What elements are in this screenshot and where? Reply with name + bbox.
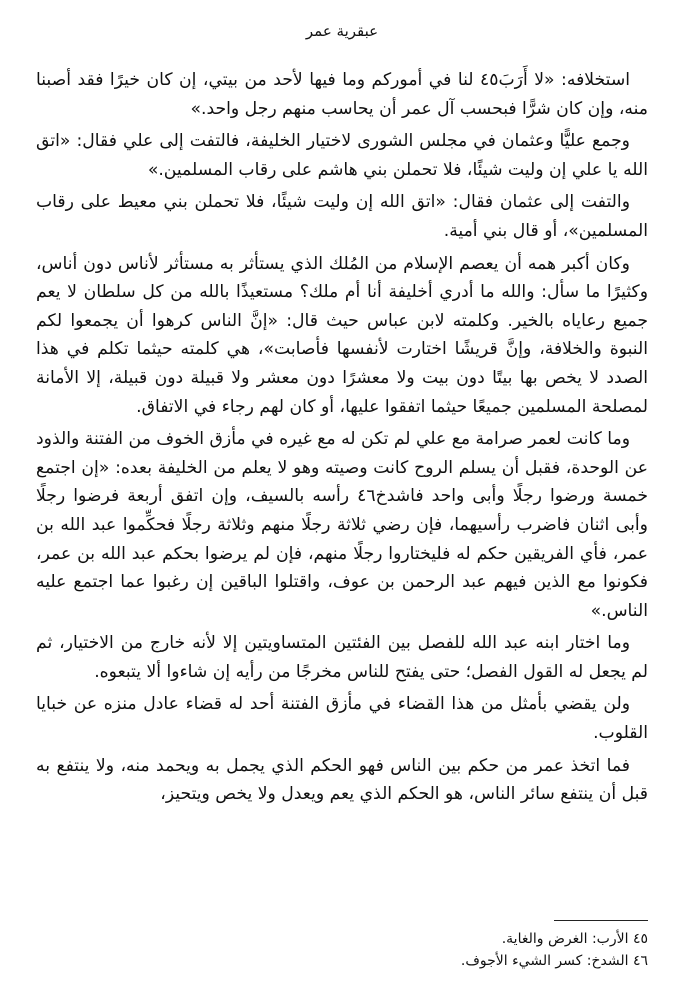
paragraph: فما اتخذ عمر من حكم بين الناس فهو الحكم الذي يجمل به ويحمد منه، ولا ينتفع به قبل أن ينتفع سائر الناس، هو الحكم الذي يعم ويعدل ولا يخص ويتحيز، xyxy=(36,755,648,805)
paragraph: وكان أكبر همه أن يعصم الإسلام من المُلك الذي يستأثر به مستأثر لأناس دون أناس، وكثيرًا ما سأل: والله ما أدري أخليفة أنا أم ملك؟ مستعيذًا بالله من كل سلطان لا يعم جميع رعاياه بالخير. وكلمته لابن عباس حيث قال: «إنَّ الناس كرهوا أن يجمعوا لكم النبوة والخلافة، وإنَّ قريشًا اختارت لأنفسها فأصابت»، هي كلمته حيثما تكلم في هذا الصدد لا يخص بها بيتًا دون بيت ولا معشرًا دون معشر ولا قبيلة دون قبيلة، إلا الأمانة لمصلحة المسلمين جميعًا حيثما اتفقوا عليها، أو كان لهم رجاء في الاتفاق. xyxy=(36,253,648,417)
footnote: ٤٥ الأرب: الغرض والغاية. xyxy=(501,931,648,947)
footnote-divider xyxy=(554,920,648,921)
paragraph: وما كانت لعمر صرامة مع علي لم تكن له مع غيره في مأزق الخوف من الفتنة والذود عن الوحدة، فقبل أن يسلم الروح كانت وصيته وهو لا يعلم من الخليفة بعده: «إن اجتمع خمسة ورضوا رجلًا وأبى واحد فاشدخ٤٦ رأسه بالسيف، وإن اتفق أربعة فرضوا رجلًا وأبى اثنان فاضرب رأسيهما، فإن رضي ثلاثة رجلًا منهم وثلاثة رجلًا فحكِّموا عبد الله بن عمر، فأي الفريقين حكم له فليختاروا رجلًا منهم، فإن لم يرضوا بحكم عبد الله بن عمر، فكونوا مع الذين فيهم عبد الرحمن بن عوف، واقتلوا الباقين إن رغبوا عما اجتمع عليه الناس.» xyxy=(36,429,648,621)
running-header: عبقرية عمر xyxy=(305,22,379,40)
footnotes xyxy=(36,928,648,972)
paragraph: وما اختار ابنه عبد الله للفصل بين الفئتين المتساويتين إلا لأنه خارج من الاختيار، ثم لم يجعل له القول الفصل؛ حتى يفتح للناس مخرجًا من رأيه إن شاءوا ألا يتبعوه. xyxy=(36,633,648,682)
footnote: ٤٦ الشدخ: كسر الشيء الأجوف. xyxy=(460,953,648,969)
body-text xyxy=(36,66,648,813)
paragraph: وجمع عليًّا وعثمان في مجلس الشورى لاختيار الخليفة، فالتفت إلى علي فقال: «اتق الله يا علي إن وليت شيئًا، فلا تحملن بني هاشم على رقاب المسلمين.» xyxy=(36,131,648,180)
paragraph: والتفت إلى عثمان فقال: «اتق الله إن وليت شيئًا، فلا تحملن بني معيط على رقاب المسلمين»، أو قال بني أمية. xyxy=(36,192,648,241)
paragraph: استخلافه: «لا أَرَبَ٤٥ لنا في أموركم وما فيها لأحد من بيتي، إن كان خيرًا فقد أصبنا منه، وإن كان شرًّا فبحسب آل عمر أن يحاسب منهم رجل واحد.» xyxy=(36,70,648,119)
paragraph: ولن يقضي بأمثل من هذا القضاء في مأزق الفتنة أحد له قضاء عادل منزه عن خبايا القلوب. xyxy=(36,694,648,744)
